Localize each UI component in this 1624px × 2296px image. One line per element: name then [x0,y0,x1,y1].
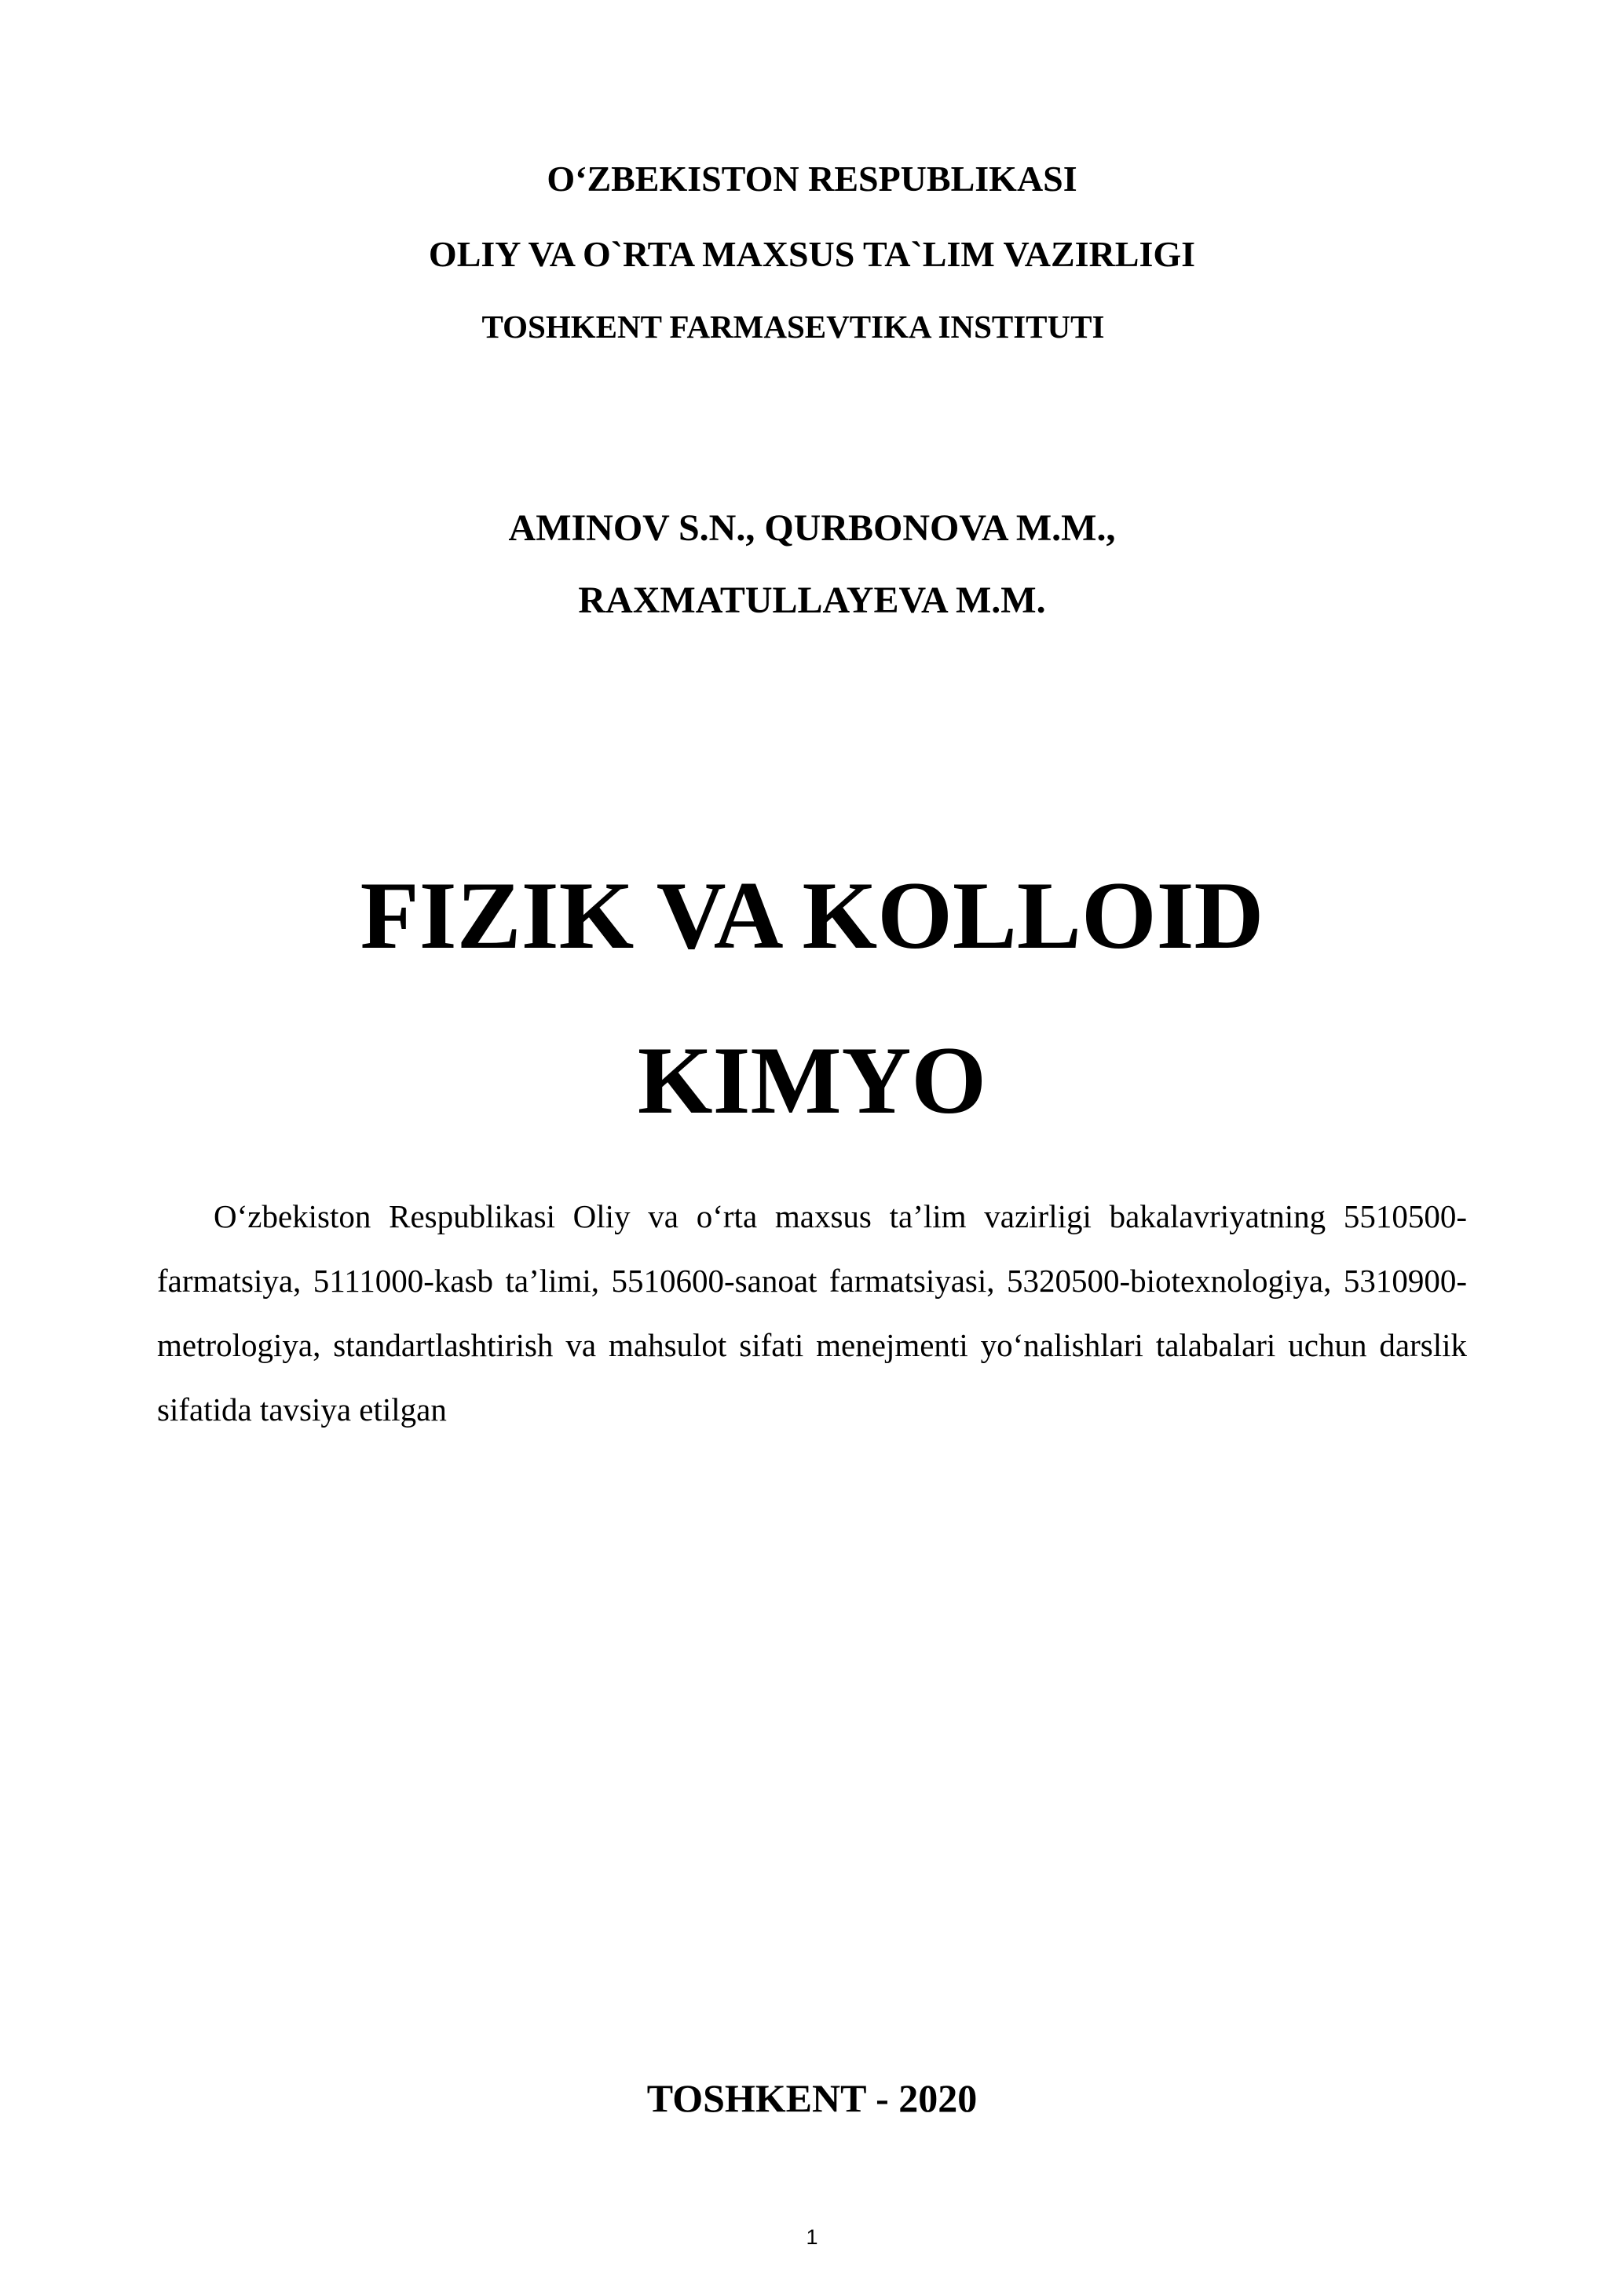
book-title-line-2: KIMYO [637,1026,987,1134]
city-year: TOSHKENT - 2020 [646,2076,978,2120]
header-institute: TOSHKENT FARMASEVTIKA INSTITUTI [481,309,1105,345]
book-title-line-1: FIZIK VA KOLLOID [360,861,1264,969]
page-number: 1 [806,2225,818,2249]
authors-line-2: RAXMATULLAYEVA M.M. [578,579,1046,621]
header-ministry: OLIY VA O`RTA MAXSUS TA`LIM VAZIRLIGI [428,234,1196,274]
approval-paragraph: O‘zbekiston Respublikasi Oliy va o‘rta maxsus ta’lim vazirligi bakalavriyatning 5510500-farmatsiya, 5111000-kasb ta’limi, 5510600-sanoat farmatsiyasi, 5320500-biotexnologiya, 5310900-metrologiya, standartlashtirish va mahsulot sifati menejmenti yo‘nalishlari talabalari uchun darslik sifatida tavsiya etilgan [157,1198,1467,1428]
authors-line-1: AMINOV S.N., QURBONOVA M.M., [508,507,1116,549]
header-republic: O‘ZBEKISTON RESPUBLIKASI [547,159,1077,199]
